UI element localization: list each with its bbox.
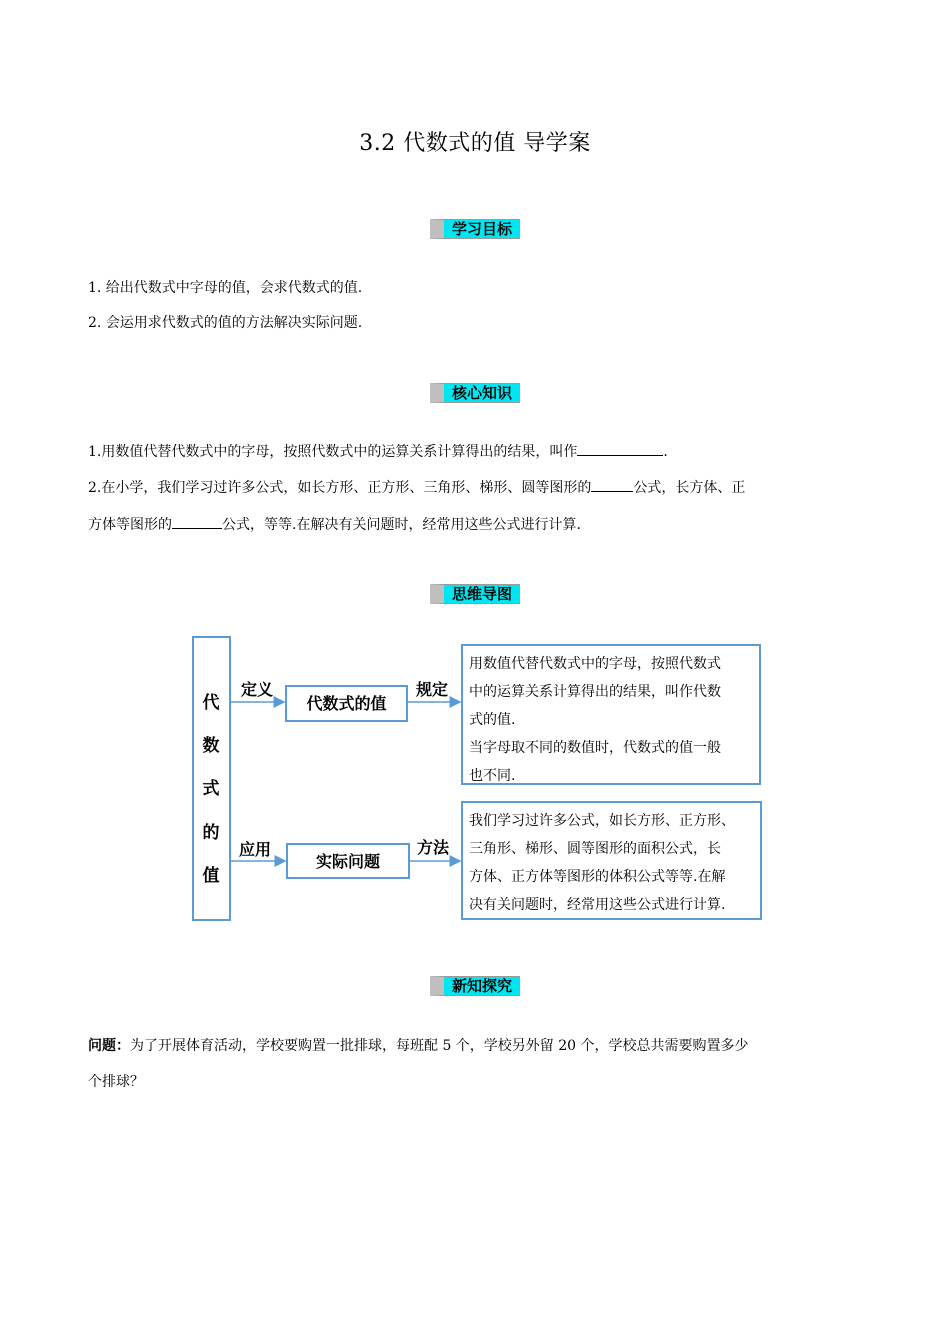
desc-def-line-4: 当字母取不同的数值时，代数式的值一般 [469,740,721,756]
question-label: 问题： [88,1038,130,1054]
goal-item-1: 1. 给出代数式中字母的值，会求代数式的值. [88,280,363,296]
root-char-3: 式 [202,779,220,799]
desc-box-method [461,801,762,920]
section-heading-explore: 新知探究 [430,976,520,996]
edge-label-rule: 规定 [416,680,449,699]
section-heading-goals: 学习目标 [430,219,520,239]
desc-def-line-5: 也不同. [469,768,516,784]
question-text-1: 为了开展体育活动，学校要购置一批排球，每班配 5 个，学校另外留 20 个，学校总共需要购置多少 [130,1038,749,1054]
goal-item-2: 2. 会运用求代数式的值的方法解决实际问题. [88,315,363,331]
page-title: 3.2 代数式的值 导学案 [359,131,591,156]
core-line-1-end: . [663,444,668,460]
node-algebraic-value [285,685,408,722]
section-heading-core: 核心知识 [430,383,520,403]
question-line-2: 个排球？ [88,1074,144,1090]
core-line-3-text-b: 公式，等等.在解决有关问题时，经常用这些公式进行计算. [222,517,581,533]
section-heading-mindmap: 思维导图 [430,584,520,604]
node-practical-problem [286,843,410,879]
desc-method-line-4: 决有关问题时，经常用这些公式进行计算. [469,897,726,913]
core-line-1-text: 1.用数值代替代数式中的字母，按照代数式中的运算关系计算得出的结果，叫作 [88,444,578,460]
desc-def-line-1: 用数值代替代数式中的字母，按照代数式 [469,656,721,672]
node-algebraic-value-label: 代数式的值 [306,694,387,713]
question-line-1 [88,1036,868,1056]
desc-method-line-1: 我们学习过许多公式，如长方形、正方形、 [469,813,735,829]
root-char-4: 的 [202,823,220,843]
edge-label-definition: 定义 [241,680,274,699]
core-line-2-text-a: 2.在小学，我们学习过许多公式，如长方形、正方形、三角形、梯形、圆等图形的 [88,480,592,496]
node-practical-problem-label: 实际问题 [315,852,380,871]
desc-def-line-3: 式的值. [469,712,516,728]
desc-method-line-2: 三角形、梯形、圆等图形的面积公式，长 [469,841,721,857]
core-line-2-text-b: 公式，长方体、正 [633,480,746,496]
edge-label-method: 方法 [417,838,450,857]
root-char-1: 代 [202,693,220,713]
root-char-2: 数 [202,736,220,756]
desc-box-definition [461,644,761,785]
edge-label-application: 应用 [239,840,272,859]
desc-method-line-3: 方体、正方体等图形的体积公式等等.在解 [469,869,726,885]
core-line-3-text-a: 方体等图形的 [88,517,172,533]
root-char-5: 值 [202,866,220,886]
desc-def-line-2: 中的运算关系计算得出的结果，叫作代数 [469,684,721,700]
